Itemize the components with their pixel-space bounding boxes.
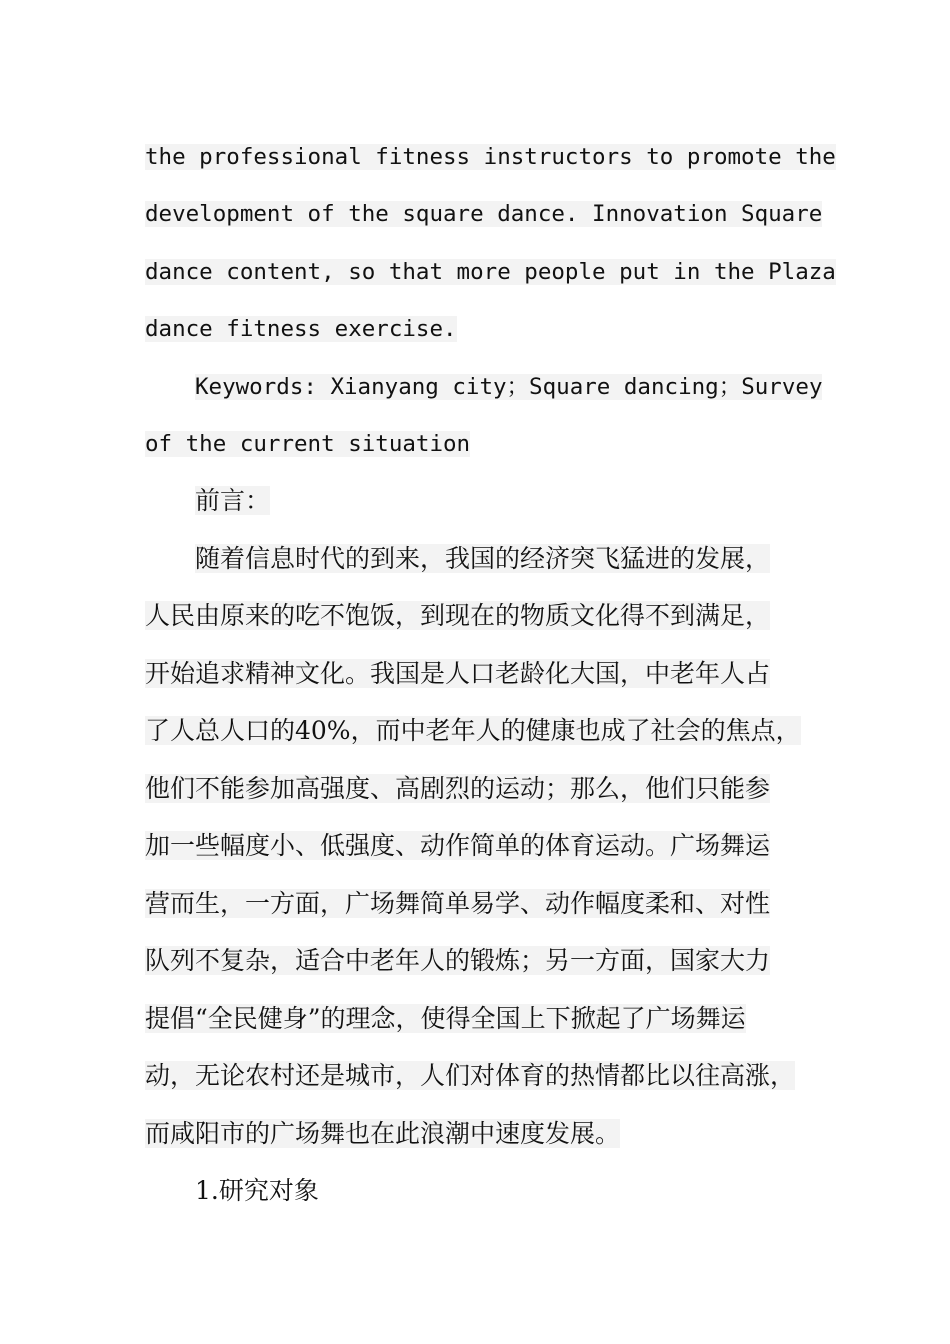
preface-paragraph-line: 动，无论农村还是城市，人们对体育的热情都比以往高涨， [145,1061,796,1090]
preface-paragraph-line: 营而生，一方面，广场舞简单易学、动作幅度柔和、对性 [145,889,771,918]
preface-paragraph-line: 开始追求精神文化。我国是人口老龄化大国，中老年人占 [145,659,771,688]
preface-paragraph-line: 他们不能参加高强度、高剧烈的运动；那么，他们只能参 [145,774,771,803]
preface-paragraph-line: 而咸阳市的广场舞也在此浪潮中速度发展。 [145,1119,621,1148]
preface-paragraph-line: 了人总人口的40%，而中老年人的健康也成了社会的焦点， [145,716,801,745]
preface-paragraph-line: 随着信息时代的到来，我国的经济突飞猛进的发展， [195,544,771,573]
preface-paragraph-line: 提倡“全民健身”的理念，使得全国上下掀起了广场舞运 [145,1004,746,1033]
keywords-line: Keywords: Xianyang city；Square dancing；Survey [195,374,823,400]
section-heading: 1.研究对象 [195,1176,319,1205]
abstract-line: dance content, so that more people put in the Plaza [145,259,836,285]
keywords-line: of the current situation [145,431,471,457]
preface-paragraph-line: 人民由原来的吃不饱饭，到现在的物质文化得不到满足， [145,601,771,630]
preface-heading: 前言： [195,486,271,515]
abstract-line: the professional fitness instructors to promote the [145,144,836,170]
abstract-line: dance fitness exercise. [145,316,457,342]
preface-paragraph-line: 加一些幅度小、低强度、动作简单的体育运动。广场舞运 [145,831,771,860]
preface-paragraph-line: 队列不复杂，适合中老年人的锻炼；另一方面，国家大力 [145,946,771,975]
abstract-line: development of the square dance. Innovation Square [145,201,823,227]
